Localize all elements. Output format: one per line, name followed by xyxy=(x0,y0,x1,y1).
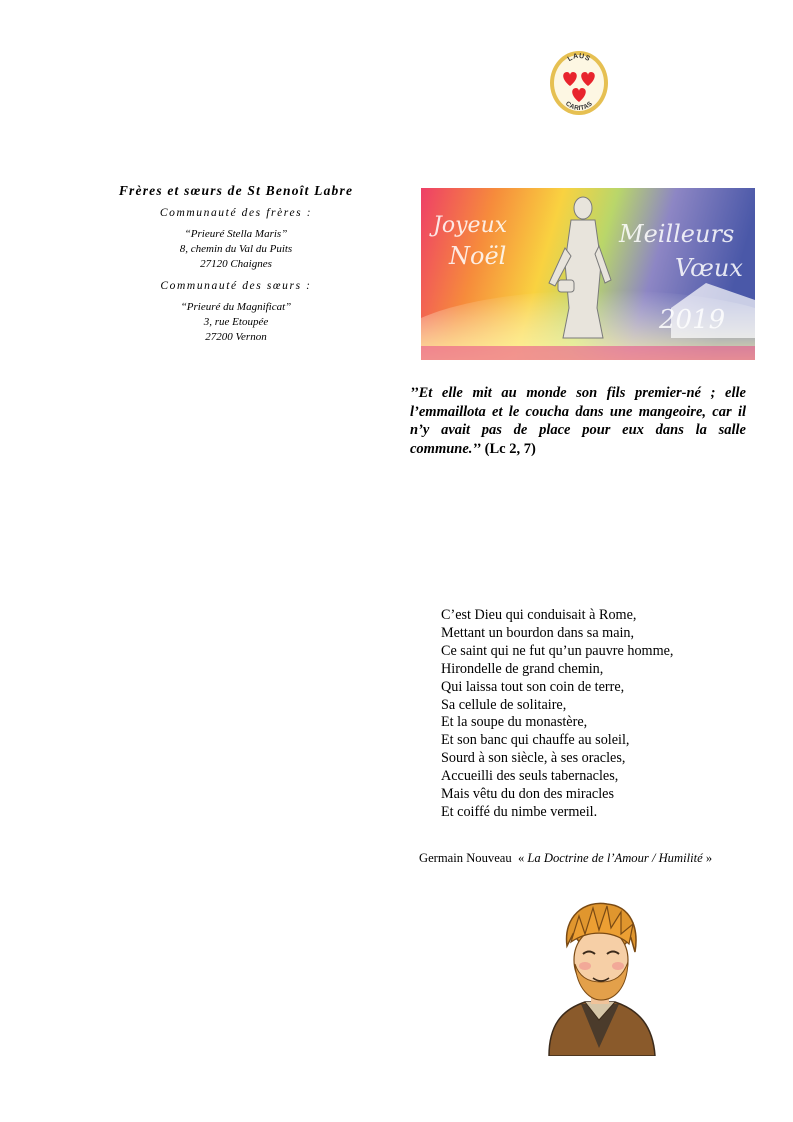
address-line: 8, chemin du Val du Puits xyxy=(179,243,293,255)
poem-line: Mais vêtu du don des miracles xyxy=(441,786,614,803)
brothers-heading: Communauté des frères : xyxy=(159,207,313,219)
quote-text: ’’Et elle mit au monde son fils premier-né ; elle l’emmaillota et le coucha dans une mangeoire, car il n’y avait pas de place pour eux dans la salle commune.’’ xyxy=(410,385,746,457)
poem-line: Mettant un bourdon dans sa main, xyxy=(441,624,635,641)
poem-line: C’est Dieu qui conduisait à Rome, xyxy=(441,607,637,623)
poem xyxy=(441,607,673,822)
card-greeting-word: Meilleurs xyxy=(619,220,735,248)
poem-attribution xyxy=(419,851,712,866)
card-greeting-word: Vœux xyxy=(675,254,743,282)
gospel-quote xyxy=(410,384,746,458)
bearded-man-portrait-icon xyxy=(541,898,659,1056)
logo-bottom-word: CARITAS xyxy=(564,100,594,113)
poem-line: Ce saint qui ne fut qu’un pauvre homme, xyxy=(441,642,674,659)
christmas-card-image xyxy=(421,188,755,360)
brothers-address xyxy=(52,227,420,272)
sisters-address xyxy=(52,300,420,345)
community-info xyxy=(52,183,420,353)
poem-line: Qui laissa tout son coin de terre, xyxy=(441,678,625,695)
address-line: 27200 Vernon xyxy=(205,331,267,343)
address-line: “Prieuré Stella Maris” xyxy=(184,228,288,240)
poem-line: Accueilli des seuls tabernacles, xyxy=(441,768,619,785)
poem-line: Sa cellule de solitaire, xyxy=(441,696,567,713)
address-line: 27120 Chaignes xyxy=(200,258,272,270)
card-greeting-word: Noël xyxy=(449,242,507,270)
quote-reference: (Lc 2, 7) xyxy=(484,440,536,457)
attribution-open-quote: « xyxy=(517,851,525,865)
poem-line: Hirondelle de grand chemin, xyxy=(441,660,604,677)
address-line: “Prieuré du Magnificat” xyxy=(180,301,292,313)
poem-line: Et la soupe du monastère, xyxy=(441,714,588,731)
logo-top-word: LAUS xyxy=(566,52,592,64)
sisters-heading: Communauté des sœurs : xyxy=(160,280,312,292)
laus-caritas-logo-icon xyxy=(549,50,609,116)
attribution-author: Germain Nouveau xyxy=(419,851,512,865)
attribution-close-quote: » xyxy=(705,851,713,865)
poem-line: Sourd à son siècle, à ses oracles, xyxy=(441,750,626,767)
card-greeting-word: Joyeux xyxy=(433,213,508,238)
community-title: Frères et sœurs de St Benoît Labre xyxy=(118,183,354,198)
address-line: 3, rue Etoupée xyxy=(203,316,269,328)
card-year: 2019 xyxy=(659,305,726,335)
attribution-work: La Doctrine de l’Amour / Humilité xyxy=(527,851,703,865)
poem-line: Et son banc qui chauffe au soleil, xyxy=(441,732,630,749)
poem-line: Et coiffé du nimbe vermeil. xyxy=(441,803,598,820)
